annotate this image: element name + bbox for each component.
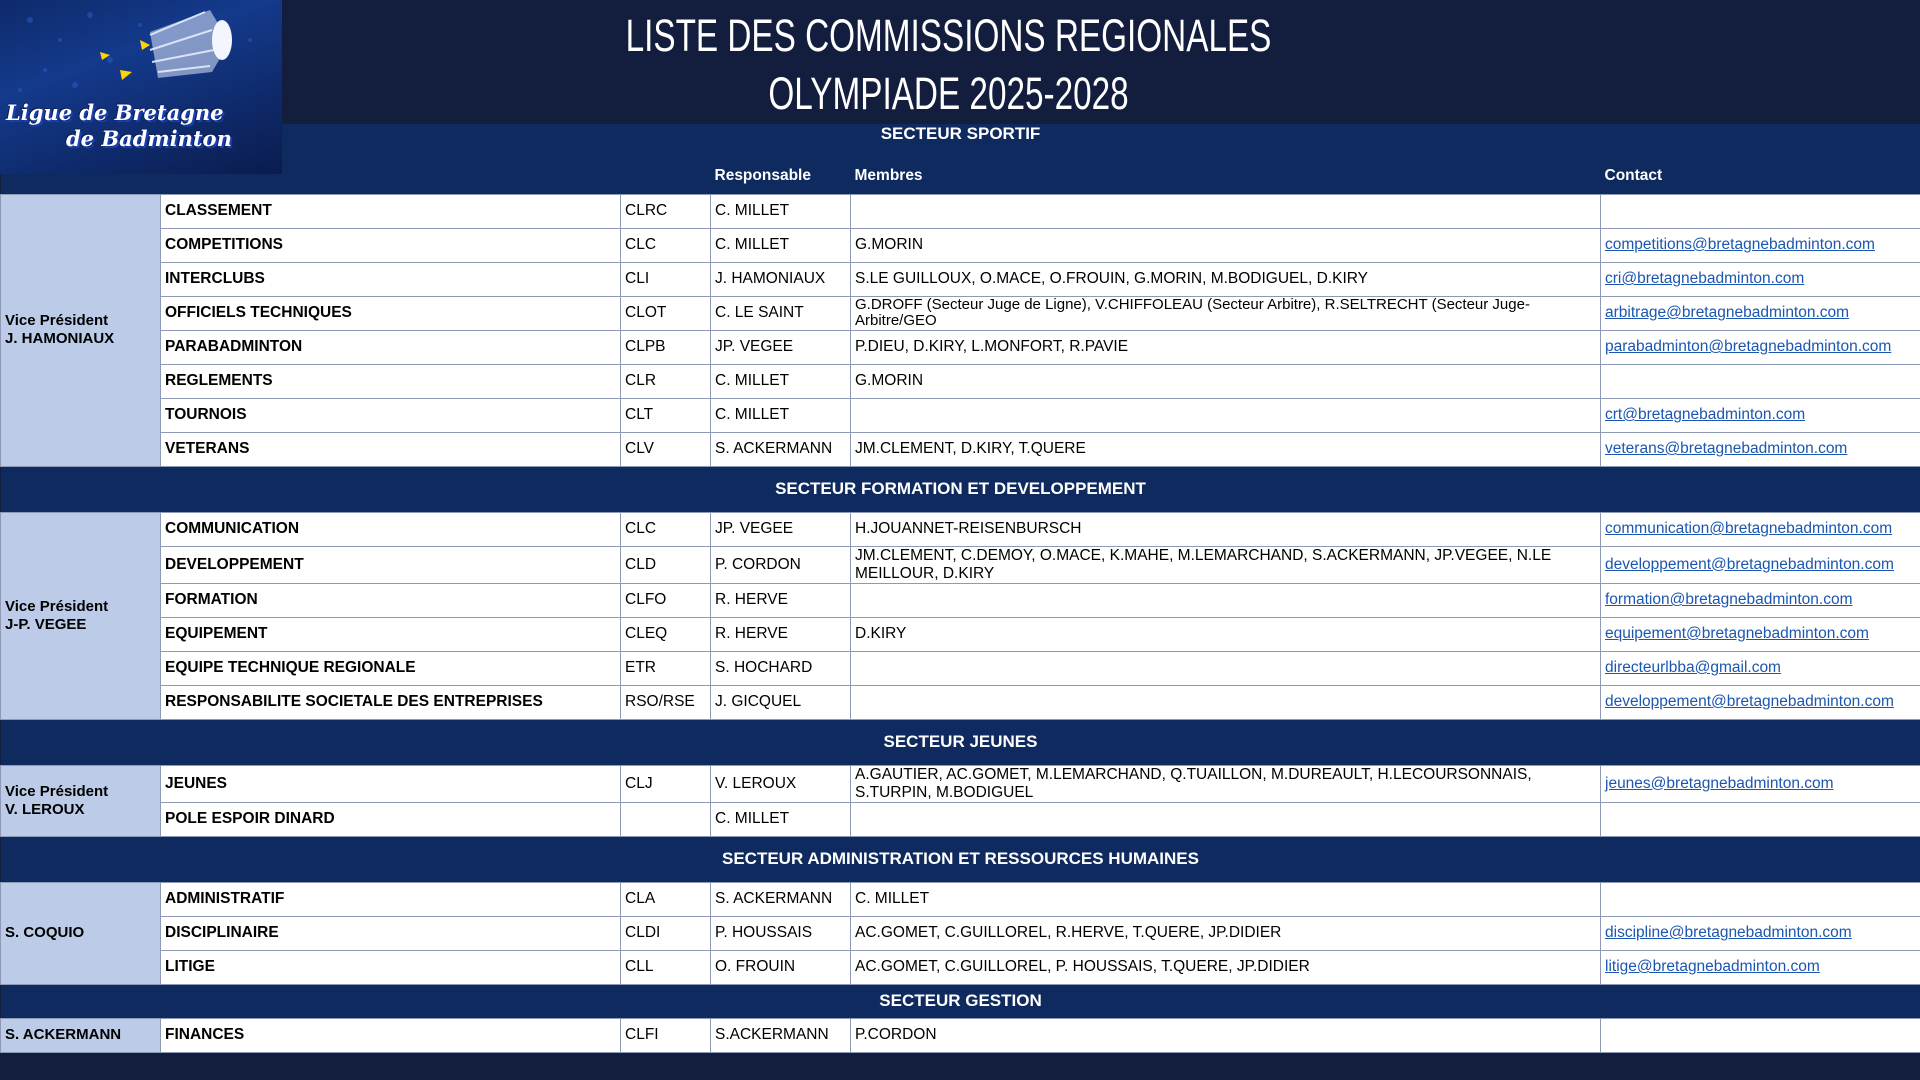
commission-responsable: R. HERVE bbox=[711, 583, 851, 617]
commission-responsable: JP. VEGEE bbox=[711, 330, 851, 364]
commission-membres: D.KIRY bbox=[851, 617, 1601, 651]
page-subtitle: OLYMPIADE 2025-2028 bbox=[768, 68, 1129, 119]
commission-membres: A.GAUTIER, AC.GOMET, M.LEMARCHAND, Q.TUAILLON, M.DUREAULT, H.LECOURSONNAIS, S.TURPIN, M.BODIGUEL bbox=[851, 765, 1601, 802]
commission-contact-cell bbox=[1601, 950, 1920, 984]
commission-responsable: V. LEROUX bbox=[711, 765, 851, 802]
commission-responsable: C. MILLET bbox=[711, 228, 851, 262]
commission-membres: P.DIEU, D.KIRY, L.MONFORT, R.PAVIE bbox=[851, 330, 1601, 364]
commission-contact-cell bbox=[1601, 685, 1920, 719]
commission-membres: G.DROFF (Secteur Juge de Ligne), V.CHIFFOLEAU (Secteur Arbitre), R.SELTRECHT (Secteur Juge-Arbitre/GEO bbox=[851, 296, 1601, 330]
commission-code: CLD bbox=[621, 546, 711, 583]
commission-membres: JM.CLEMENT, C.DEMOY, O.MACE, K.MAHE, M.LEMARCHAND, S.ACKERMANN, JP.VEGEE, N.LE MEILLOUR, D.KIRY bbox=[851, 546, 1601, 583]
commission-responsable: S. HOCHARD bbox=[711, 651, 851, 685]
contact-email-link[interactable]: competitions@bretagnebadminton.com bbox=[1605, 236, 1875, 253]
commission-responsable: S. ACKERMANN bbox=[711, 882, 851, 916]
commission-row bbox=[1, 685, 1920, 719]
commission-membres: G.MORIN bbox=[851, 228, 1601, 262]
commission-name: EQUIPE TECHNIQUE REGIONALE bbox=[161, 651, 621, 685]
commission-code: CLOT bbox=[621, 296, 711, 330]
vice-president-line: Vice Président bbox=[5, 312, 109, 329]
commission-name: OFFICIELS TECHNIQUES bbox=[161, 296, 621, 330]
commission-row bbox=[1, 950, 1920, 984]
sector-title: SECTEUR SPORTIF bbox=[1, 124, 1920, 158]
commission-row bbox=[1, 228, 1920, 262]
contact-email-link[interactable]: communication@bretagnebadminton.com bbox=[1605, 520, 1893, 537]
sector-header bbox=[1, 466, 1920, 512]
commission-code: CLL bbox=[621, 950, 711, 984]
commission-row bbox=[1, 916, 1920, 950]
commission-name: FINANCES bbox=[161, 1018, 621, 1052]
commission-contact-cell bbox=[1601, 1018, 1920, 1052]
vice-president-cell bbox=[1, 1018, 161, 1052]
commission-row bbox=[1, 364, 1920, 398]
commission-responsable: J. HAMONIAUX bbox=[711, 262, 851, 296]
commission-name: COMMUNICATION bbox=[161, 512, 621, 546]
commission-name: ADMINISTRATIF bbox=[161, 882, 621, 916]
commission-membres bbox=[851, 685, 1601, 719]
column-header-row bbox=[1, 158, 1920, 194]
commission-name: COMPETITIONS bbox=[161, 228, 621, 262]
commission-name: JEUNES bbox=[161, 765, 621, 802]
sector-title: SECTEUR JEUNES bbox=[1, 719, 1920, 765]
contact-email-link[interactable]: arbitrage@bretagnebadminton.com bbox=[1605, 304, 1850, 321]
commission-responsable: C. LE SAINT bbox=[711, 296, 851, 330]
commission-name: TOURNOIS bbox=[161, 398, 621, 432]
commission-membres bbox=[851, 194, 1601, 228]
commission-contact-cell bbox=[1601, 364, 1920, 398]
commission-name: LITIGE bbox=[161, 950, 621, 984]
page-header bbox=[0, 0, 1920, 124]
commission-responsable: O. FROUIN bbox=[711, 950, 851, 984]
contact-email-link[interactable]: cri@bretagnebadminton.com bbox=[1605, 270, 1805, 287]
commission-code: CLC bbox=[621, 512, 711, 546]
contact-email-link[interactable]: crt@bretagnebadminton.com bbox=[1605, 406, 1806, 423]
commission-name: RESPONSABILITE SOCIETALE DES ENTREPRISES bbox=[161, 685, 621, 719]
commission-contact-cell bbox=[1601, 765, 1920, 802]
commission-contact-cell bbox=[1601, 546, 1920, 583]
commission-responsable: S.ACKERMANN bbox=[711, 1018, 851, 1052]
vice-president-line: V. LEROUX bbox=[5, 800, 85, 818]
commission-row bbox=[1, 1018, 1920, 1052]
commission-name: DEVELOPPEMENT bbox=[161, 546, 621, 583]
vice-president-cell bbox=[1, 194, 161, 466]
contact-email-link[interactable]: jeunes@bretagnebadminton.com bbox=[1605, 774, 1834, 792]
logo-wordmark: Ligue de Bretagne de Badminton bbox=[6, 100, 232, 151]
commission-code: CLI bbox=[621, 262, 711, 296]
commission-row bbox=[1, 330, 1920, 364]
commission-contact-cell bbox=[1601, 194, 1920, 228]
commission-contact-cell bbox=[1601, 651, 1920, 685]
footer-band bbox=[0, 1055, 1920, 1080]
commission-responsable: J. GICQUEL bbox=[711, 685, 851, 719]
sector-header bbox=[1, 124, 1920, 158]
commission-name: POLE ESPOIR DINARD bbox=[161, 802, 621, 836]
commission-membres: AC.GOMET, C.GUILLOREL, P. HOUSSAIS, T.QUERE, JP.DIDIER bbox=[851, 950, 1601, 984]
commission-row bbox=[1, 432, 1920, 466]
vice-president-cell bbox=[1, 882, 161, 984]
commission-responsable: JP. VEGEE bbox=[711, 512, 851, 546]
commission-code: CLPB bbox=[621, 330, 711, 364]
contact-email-link[interactable]: equipement@bretagnebadminton.com bbox=[1605, 625, 1869, 642]
commission-contact-cell bbox=[1601, 262, 1920, 296]
commission-responsable: C. MILLET bbox=[711, 398, 851, 432]
commission-row bbox=[1, 882, 1920, 916]
vice-president-cell bbox=[1, 512, 161, 719]
commission-contact-cell bbox=[1601, 228, 1920, 262]
commission-contact-cell bbox=[1601, 296, 1920, 330]
commission-code: CLEQ bbox=[621, 617, 711, 651]
page-title: LISTE DES COMMISSIONS REGIONALES bbox=[625, 10, 1272, 61]
commission-code: CLFO bbox=[621, 583, 711, 617]
commission-code bbox=[621, 802, 711, 836]
commission-code: CLJ bbox=[621, 765, 711, 802]
commission-membres: P.CORDON bbox=[851, 1018, 1601, 1052]
commission-contact-cell bbox=[1601, 330, 1920, 364]
commission-contact-cell bbox=[1601, 512, 1920, 546]
contact-email-link[interactable]: developpement@bretagnebadminton.com bbox=[1605, 693, 1894, 710]
contact-email-link[interactable]: developpement@bretagnebadminton.com bbox=[1605, 555, 1894, 573]
commission-membres: H.JOUANNET-REISENBURSCH bbox=[851, 512, 1601, 546]
vice-president-line: S. COQUIO bbox=[5, 924, 85, 941]
commission-membres: JM.CLEMENT, D.KIRY, T.QUERE bbox=[851, 432, 1601, 466]
contact-email-link[interactable]: parabadminton@bretagnebadminton.com bbox=[1605, 338, 1892, 355]
commission-name: VETERANS bbox=[161, 432, 621, 466]
column-header-responsable: Responsable bbox=[711, 158, 851, 194]
commission-row bbox=[1, 398, 1920, 432]
contact-email-link[interactable]: formation@bretagnebadminton.com bbox=[1605, 591, 1853, 608]
commission-membres bbox=[851, 802, 1601, 836]
commission-contact-cell bbox=[1601, 432, 1920, 466]
commission-membres bbox=[851, 583, 1601, 617]
commission-code: CLT bbox=[621, 398, 711, 432]
contact-email-link[interactable]: veterans@bretagnebadminton.com bbox=[1605, 440, 1848, 457]
commission-membres: S.LE GUILLOUX, O.MACE, O.FROUIN, G.MORIN, M.BODIGUEL, D.KIRY bbox=[851, 262, 1601, 296]
commission-code: CLRC bbox=[621, 194, 711, 228]
vice-president-line: J-P. VEGEE bbox=[5, 615, 87, 633]
commission-name: INTERCLUBS bbox=[161, 262, 621, 296]
commission-row bbox=[1, 296, 1920, 330]
commission-code: CLV bbox=[621, 432, 711, 466]
commission-row bbox=[1, 651, 1920, 685]
sector-title: SECTEUR FORMATION ET DEVELOPPEMENT bbox=[1, 466, 1920, 512]
commission-code: CLFI bbox=[621, 1018, 711, 1052]
contact-email-link[interactable]: litige@bretagnebadminton.com bbox=[1605, 958, 1820, 975]
commission-name: PARABADMINTON bbox=[161, 330, 621, 364]
vice-president-line: S. ACKERMANN bbox=[5, 1026, 122, 1043]
commission-code: RSO/RSE bbox=[621, 685, 711, 719]
commission-code: CLC bbox=[621, 228, 711, 262]
vice-president-line: J. HAMONIAUX bbox=[5, 330, 115, 347]
commission-row bbox=[1, 512, 1920, 546]
commission-responsable: P. CORDON bbox=[711, 546, 851, 583]
commission-responsable: C. MILLET bbox=[711, 194, 851, 228]
commission-contact-cell bbox=[1601, 802, 1920, 836]
commission-row bbox=[1, 546, 1920, 583]
commission-row bbox=[1, 765, 1920, 802]
commission-membres bbox=[851, 651, 1601, 685]
commission-membres: AC.GOMET, C.GUILLOREL, R.HERVE, T.QUERE, JP.DIDIER bbox=[851, 916, 1601, 950]
commission-membres bbox=[851, 398, 1601, 432]
commission-responsable: C. MILLET bbox=[711, 802, 851, 836]
commission-responsable: R. HERVE bbox=[711, 617, 851, 651]
commission-row bbox=[1, 617, 1920, 651]
league-logo bbox=[0, 0, 282, 174]
column-header-membres: Membres bbox=[851, 158, 1601, 194]
commission-membres: C. MILLET bbox=[851, 882, 1601, 916]
commission-contact-cell bbox=[1601, 882, 1920, 916]
commission-row bbox=[1, 262, 1920, 296]
commission-contact-cell bbox=[1601, 398, 1920, 432]
commission-name: DISCIPLINAIRE bbox=[161, 916, 621, 950]
commission-name: FORMATION bbox=[161, 583, 621, 617]
commission-name: CLASSEMENT bbox=[161, 194, 621, 228]
commission-code: CLDI bbox=[621, 916, 711, 950]
commission-responsable: P. HOUSSAIS bbox=[711, 916, 851, 950]
commission-contact-cell bbox=[1601, 617, 1920, 651]
commission-contact-cell bbox=[1601, 916, 1920, 950]
commission-membres: G.MORIN bbox=[851, 364, 1601, 398]
commission-name: REGLEMENTS bbox=[161, 364, 621, 398]
sector-title: SECTEUR ADMINISTRATION ET RESSOURCES HUMAINES bbox=[1, 836, 1920, 882]
commission-row bbox=[1, 194, 1920, 228]
vice-president-line: Vice Président bbox=[5, 597, 109, 615]
commission-code: ETR bbox=[621, 651, 711, 685]
commission-responsable: C. MILLET bbox=[711, 364, 851, 398]
contact-email-link[interactable]: directeurlbba@gmail.com bbox=[1605, 659, 1781, 676]
column-header-contact: Contact bbox=[1601, 158, 1920, 194]
commission-code: CLR bbox=[621, 364, 711, 398]
commission-name: EQUIPEMENT bbox=[161, 617, 621, 651]
sector-header bbox=[1, 719, 1920, 765]
sector-title: SECTEUR GESTION bbox=[1, 984, 1920, 1018]
commission-code: CLA bbox=[621, 882, 711, 916]
vice-president-cell bbox=[1, 765, 161, 836]
sector-header bbox=[1, 984, 1920, 1018]
sector-header bbox=[1, 836, 1920, 882]
commissions-table bbox=[0, 124, 1920, 1053]
commission-row bbox=[1, 802, 1920, 836]
commission-row bbox=[1, 583, 1920, 617]
commission-contact-cell bbox=[1601, 583, 1920, 617]
vice-president-line: Vice Président bbox=[5, 782, 109, 800]
contact-email-link[interactable]: discipline@bretagnebadminton.com bbox=[1605, 924, 1852, 941]
commission-responsable: S. ACKERMANN bbox=[711, 432, 851, 466]
